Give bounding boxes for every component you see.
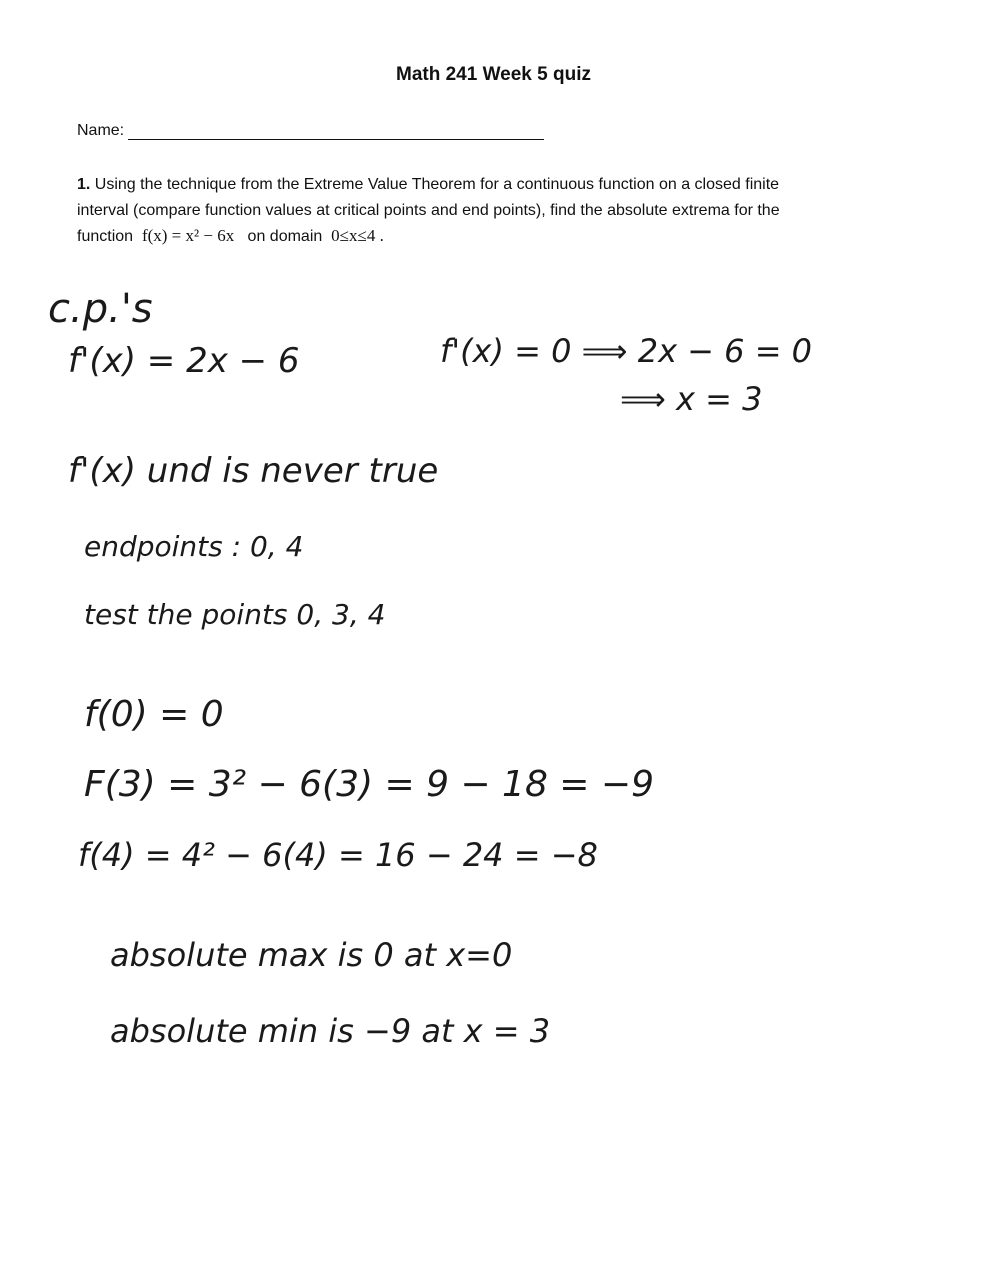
hw-test-points: test the points 0, 3, 4 bbox=[84, 598, 386, 631]
hw-set-derivative-zero: f'(x) = 0 ⟹ 2x − 6 = 0 bbox=[440, 332, 813, 370]
hw-solve-x: ⟹ x = 3 bbox=[620, 380, 763, 418]
function-expression: f(x) = x² − 6x bbox=[141, 226, 235, 245]
domain-expression: 0≤x≤4 . bbox=[331, 226, 384, 245]
hw-f-of-3: F(3) = 3² − 6(3) = 9 − 18 = −9 bbox=[84, 764, 654, 805]
hw-critical-points-heading: c.p.'s bbox=[48, 286, 153, 332]
hw-f-of-4: f(4) = 4² − 6(4) = 16 − 24 = −8 bbox=[78, 836, 598, 874]
hw-derivative: f'(x) = 2x − 6 bbox=[68, 341, 300, 381]
hw-absolute-min: absolute min is −9 at x = 3 bbox=[110, 1012, 551, 1050]
hw-endpoints: endpoints : 0, 4 bbox=[84, 530, 304, 563]
hw-undefined-note: f'(x) und is never true bbox=[68, 451, 439, 491]
domain-prefix: on domain bbox=[247, 228, 323, 245]
question-text-line-2: interval (compare function values at critical points and end points), find the absolute extrema for the bbox=[77, 201, 780, 219]
question-text-line-1: Using the technique from the Extreme Value Theorem for a continuous function on a closed finite bbox=[94, 176, 780, 193]
hw-f-of-0: f(0) = 0 bbox=[84, 694, 224, 735]
question-number: 1. bbox=[77, 176, 91, 193]
page-title: Math 241 Week 5 quiz bbox=[396, 64, 591, 85]
hw-absolute-max: absolute max is 0 at x=0 bbox=[110, 936, 513, 974]
name-label: Name: bbox=[77, 122, 125, 139]
question-text-line-3-prefix: function bbox=[77, 228, 134, 245]
